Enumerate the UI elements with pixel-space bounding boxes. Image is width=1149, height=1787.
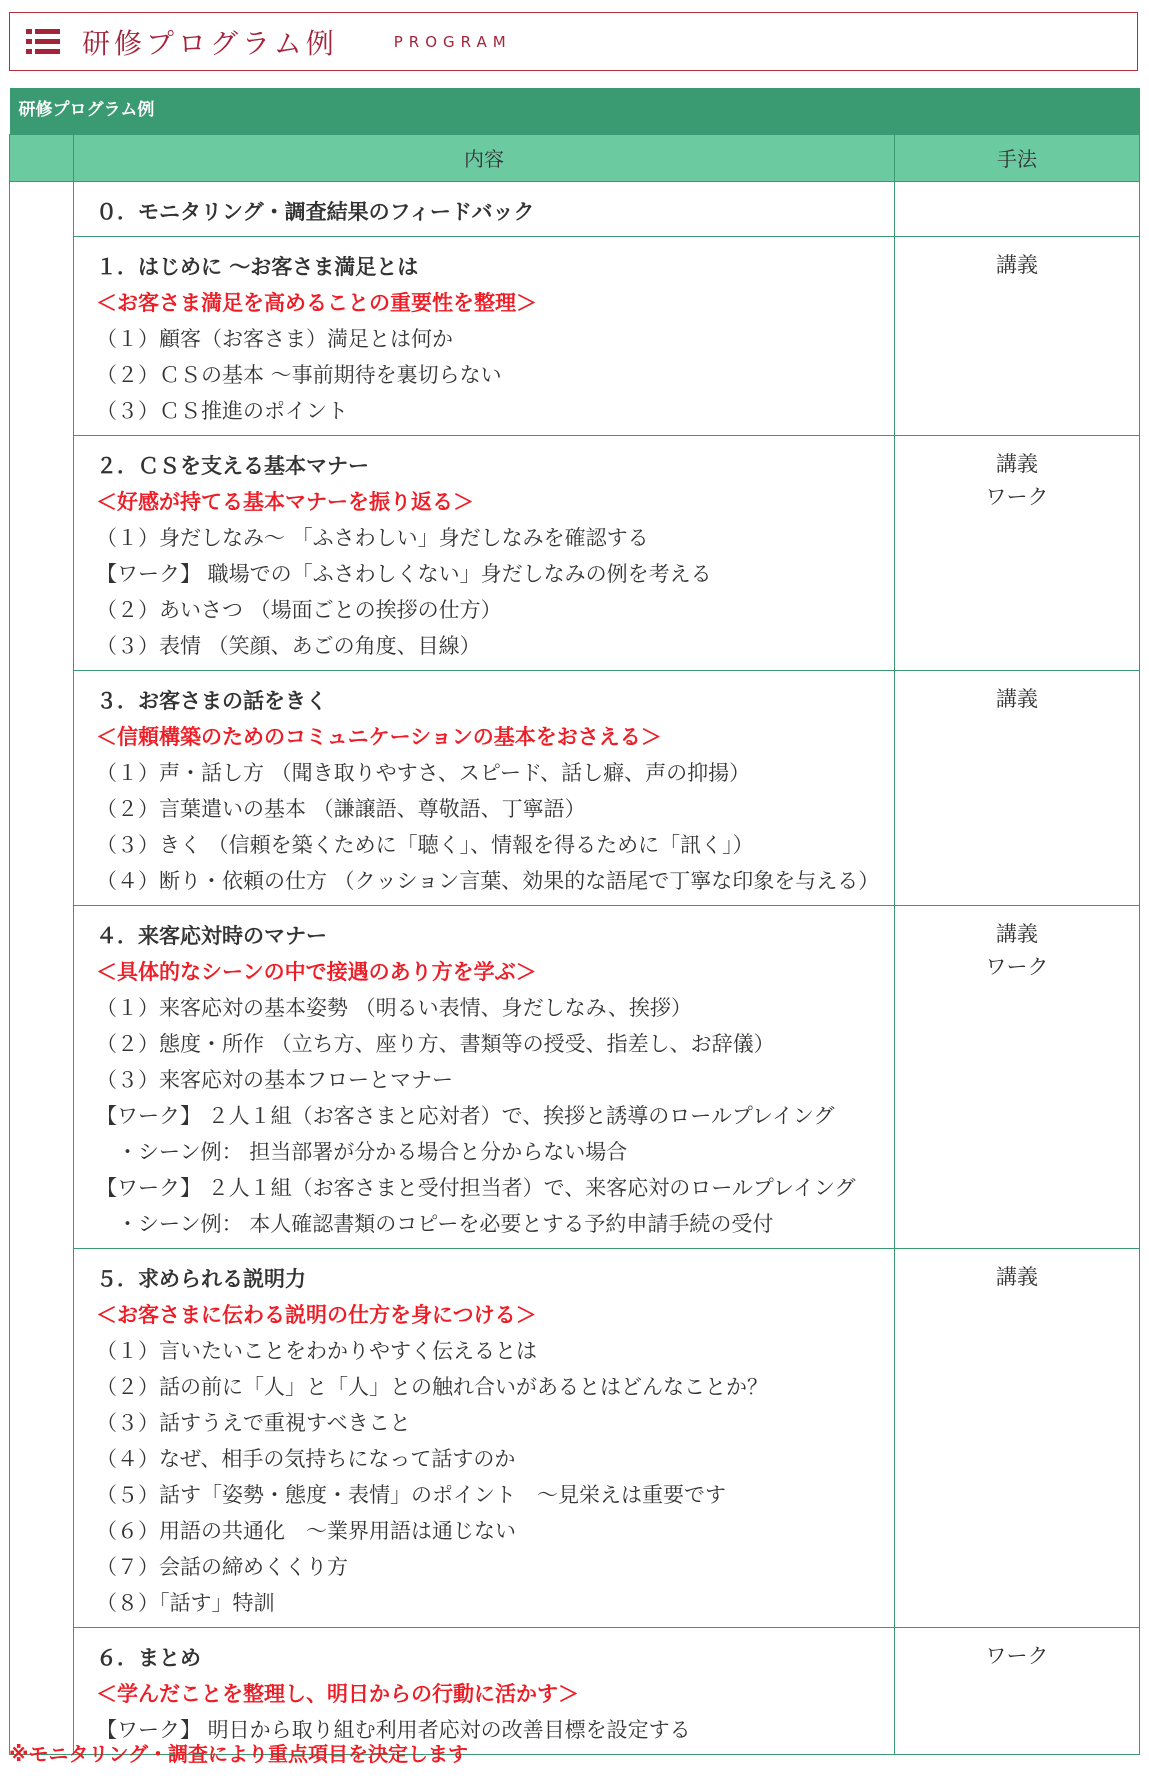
content-line: （３）ＣＳ推進のポイント xyxy=(96,398,348,423)
content-line: （８）「話す」特訓 xyxy=(96,1590,275,1615)
content-line: 【ワーク】 ２人１組（お客さまと応対者）で、挨拶と誘導のロールプレイング xyxy=(96,1103,835,1128)
section-goal: ＜信頼構築のためのコミュニケーションの基本をおさえる＞ xyxy=(96,724,662,749)
table-caption: 研修プログラム例 xyxy=(10,88,1140,134)
page-subtitle: PROGRAM xyxy=(393,32,512,51)
content-line: （５）話す「姿勢・態度・表情」のポイント ～見栄えは重要です xyxy=(96,1482,726,1507)
content-cell xyxy=(74,236,895,435)
section-goal: ＜お客さまに伝わる説明の仕方を身につける＞ xyxy=(96,1302,537,1327)
content-line: 【ワーク】 明日から取り組む利用者応対の改善目標を設定する xyxy=(96,1717,691,1742)
method-label: 講義 xyxy=(996,686,1038,711)
blank-column-cell xyxy=(10,181,74,1754)
program-table xyxy=(9,88,1140,1755)
content-line: （１）顧客（お客さま）満足とは何か xyxy=(96,326,453,351)
column-header-content: 内容 xyxy=(74,134,895,181)
section-heading: ４．来客応対時のマナー xyxy=(96,923,327,948)
section-heading: ３．お客さまの話をきく xyxy=(96,688,327,713)
section-goal: ＜好感が持てる基本マナーを振り返る＞ xyxy=(96,489,474,514)
method-cell xyxy=(895,670,1140,905)
content-cell xyxy=(74,181,895,236)
content-line: （２）態度・所作 （立ち方、座り方、書類等の授受、指差し、お辞儀） xyxy=(96,1031,775,1056)
page-title: 研修プログラム例 xyxy=(82,26,338,60)
content-line: （３）表情 （笑顔、あごの角度、目線） xyxy=(96,633,481,658)
content-line: （３）来客応対の基本フローとマナー xyxy=(96,1067,453,1092)
content-cell xyxy=(74,905,895,1248)
method-label: 講義 xyxy=(996,921,1038,946)
method-cell xyxy=(895,181,1140,236)
content-line: 【ワーク】 職場での「ふさわしくない」身だしなみの例を考える xyxy=(96,561,712,586)
content-line: （３）話すうえで重視すべきこと xyxy=(96,1410,411,1435)
content-line: （１）身だしなみ～ 「ふさわしい」身だしなみを確認する xyxy=(96,525,649,550)
content-line: （２）ＣＳの基本 ～事前期待を裏切らない xyxy=(96,362,502,387)
table-row xyxy=(10,181,1140,236)
content-cell xyxy=(74,1627,895,1754)
column-header-blank xyxy=(10,134,74,181)
section-goal: ＜学んだことを整理し、明日からの行動に活かす＞ xyxy=(96,1681,579,1706)
table-row xyxy=(10,670,1140,905)
method-label: 講義 xyxy=(996,451,1038,476)
method-label: ワーク xyxy=(985,954,1049,979)
table-row xyxy=(10,1248,1140,1627)
method-cell xyxy=(895,435,1140,670)
footnote: ※モニタリング・調査により重点項目を決定します xyxy=(9,1742,469,1766)
method-label: 講義 xyxy=(996,1264,1038,1289)
method-label: ワーク xyxy=(985,1643,1049,1668)
section-heading: ６．まとめ xyxy=(96,1645,201,1670)
table-row xyxy=(10,236,1140,435)
section-goal: ＜具体的なシーンの中で接遇のあり方を学ぶ＞ xyxy=(96,959,537,984)
method-cell xyxy=(895,905,1140,1248)
method-cell xyxy=(895,236,1140,435)
method-label: 講義 xyxy=(996,252,1038,277)
list-icon xyxy=(26,29,60,55)
content-cell xyxy=(74,1248,895,1627)
content-line: （１）言いたいことをわかりやすく伝えるとは xyxy=(96,1338,537,1363)
method-cell xyxy=(895,1627,1140,1754)
content-line: （１）声・話し方 （聞き取りやすさ、スピード、話し癖、声の抑揚） xyxy=(96,760,751,785)
content-line: （６）用語の共通化 ～業界用語は通じない xyxy=(96,1518,516,1543)
content-cell xyxy=(74,670,895,905)
section-heading: ０．モニタリング・調査結果のフィードバック xyxy=(96,199,535,224)
content-line: （４）なぜ、相手の気持ちになって話すのか xyxy=(96,1446,516,1471)
content-cell xyxy=(74,435,895,670)
content-line: ・シーン例： 本人確認書類のコピーを必要とする予約申請手続の受付 xyxy=(96,1211,774,1236)
column-header-method: 手法 xyxy=(895,134,1140,181)
content-line: （２）話の前に「人」と「人」との触れ合いがあるとはどんなことか？ xyxy=(96,1374,768,1399)
content-line: （４）断り・依頼の仕方 （クッション言葉、効果的な語尾で丁寧な印象を与える） xyxy=(96,868,880,893)
content-line: （３）きく （信頼を築くために「聴く」、情報を得るために「訊く」） xyxy=(96,832,754,857)
content-line: （２）あいさつ （場面ごとの挨拶の仕方） xyxy=(96,597,502,622)
section-heading: ２．ＣＳを支える基本マナー xyxy=(96,453,369,478)
content-line: （７）会話の締めくくり方 xyxy=(96,1554,348,1579)
content-line: （１）来客応対の基本姿勢 （明るい表情、身だしなみ、挨拶） xyxy=(96,995,692,1020)
column-header-row xyxy=(10,134,1140,181)
table-row xyxy=(10,1627,1140,1754)
content-line: 【ワーク】 ２人１組（お客さまと受付担当者）で、来客応対のロールプレイング xyxy=(96,1175,856,1200)
section-heading: ５．求められる説明力 xyxy=(96,1266,306,1291)
page-header xyxy=(9,12,1138,71)
content-line: （２）言葉遣いの基本 （謙譲語、尊敬語、丁寧語） xyxy=(96,796,586,821)
table-row xyxy=(10,905,1140,1248)
section-goal: ＜お客さま満足を高めることの重要性を整理＞ xyxy=(96,290,537,315)
method-label: ワーク xyxy=(985,484,1049,509)
content-line: ・シーン例： 担当部署が分かる場合と分からない場合 xyxy=(96,1139,628,1164)
table-caption-row xyxy=(10,88,1140,134)
method-cell xyxy=(895,1248,1140,1627)
section-heading: １．はじめに ～お客さま満足とは xyxy=(96,254,419,279)
table-row xyxy=(10,435,1140,670)
